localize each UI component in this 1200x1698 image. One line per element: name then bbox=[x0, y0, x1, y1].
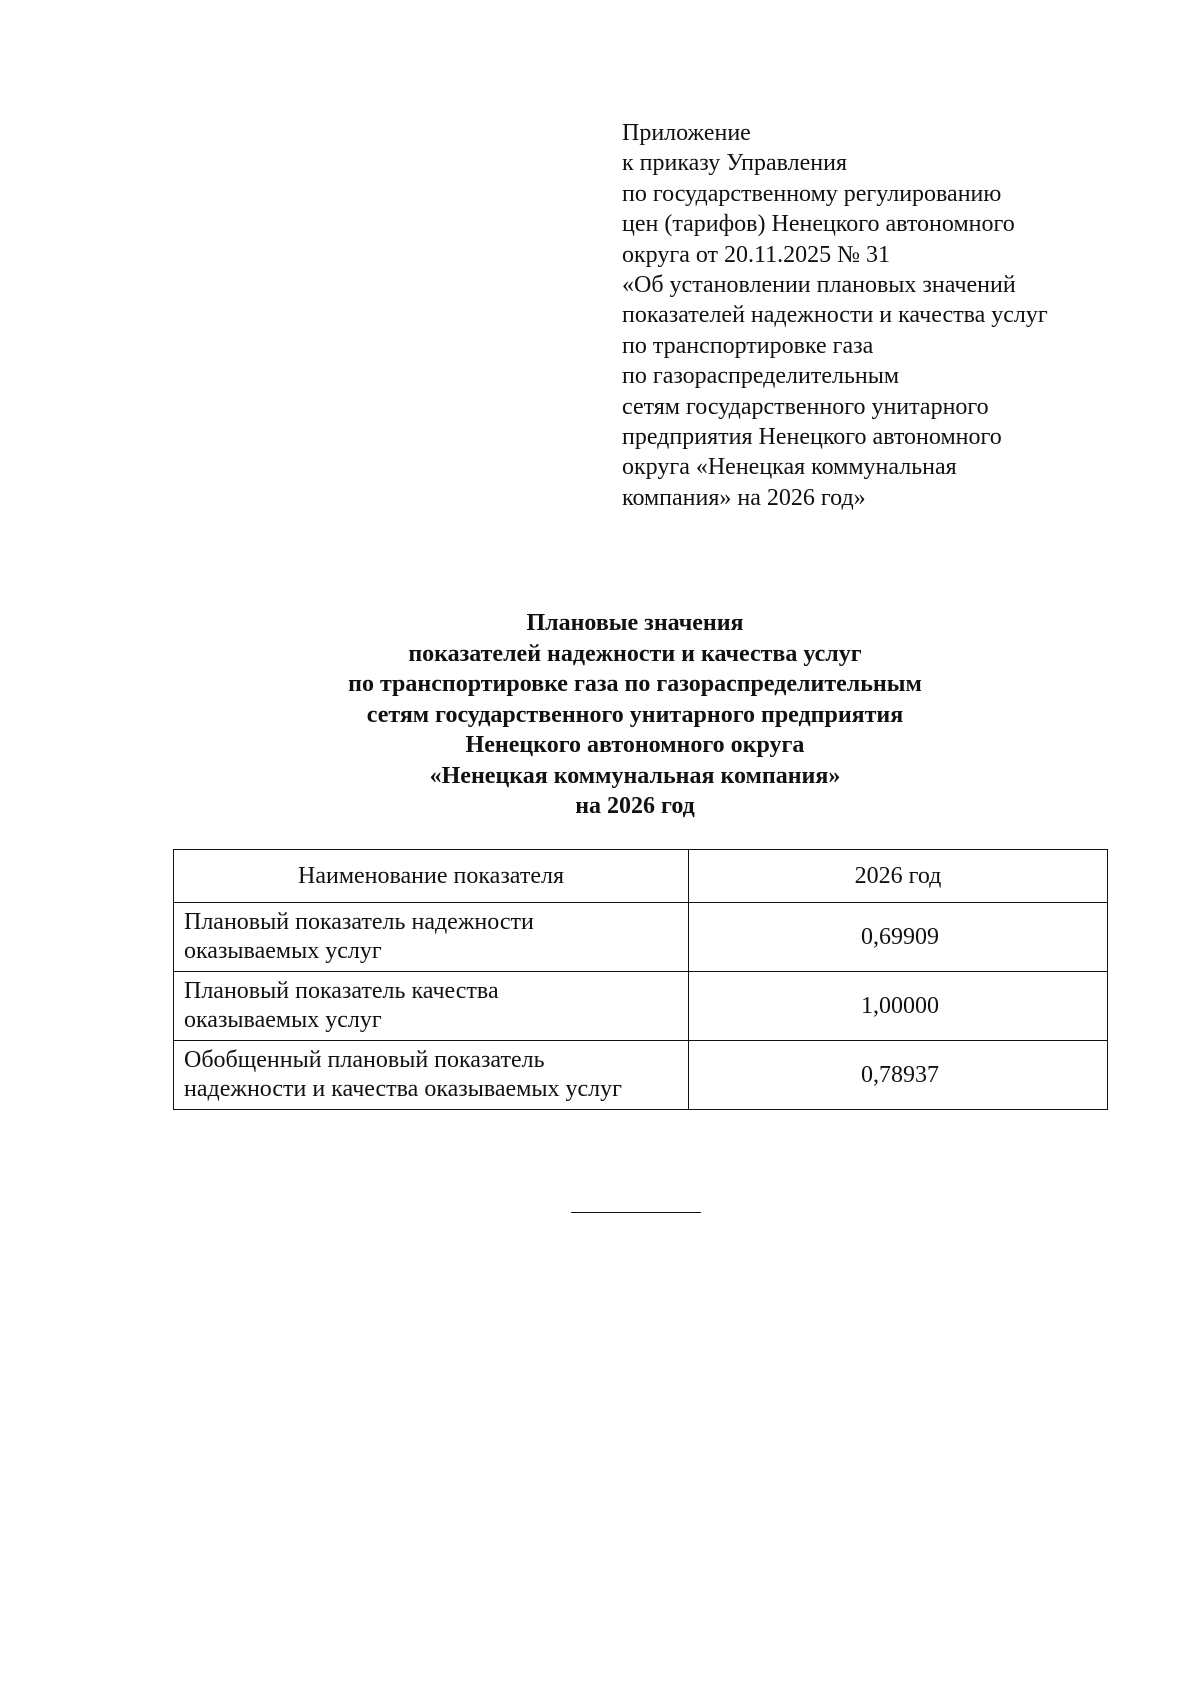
appendix-line: цен (тарифов) Ненецкого автономного bbox=[622, 211, 1015, 238]
indicator-name-line: Обобщенный плановый показатель bbox=[184, 1047, 545, 1073]
appendix-line: показателей надежности и качества услуг bbox=[622, 302, 1048, 329]
indicator-name-line: оказываемых услуг bbox=[184, 1007, 382, 1033]
title-line: по транспортировке газа по газораспределительным bbox=[348, 671, 922, 697]
indicators-table bbox=[173, 849, 1108, 1110]
title-line: Плановые значения bbox=[526, 610, 744, 636]
appendix-line: округа от 20.11.2025 № 31 bbox=[622, 241, 891, 268]
table-row bbox=[174, 1041, 1108, 1110]
closing-divider bbox=[571, 1212, 701, 1213]
appendix-line: округа «Ненецкая коммунальная bbox=[622, 454, 957, 481]
indicator-value-cell: 0,78937 bbox=[689, 1041, 1108, 1110]
title-line: на 2026 год bbox=[575, 793, 695, 819]
indicator-name-line: Плановый показатель качества bbox=[184, 978, 499, 1004]
title-line: сетям государственного унитарного предприятия bbox=[366, 701, 904, 728]
header-indicator-name: Наименование показателя bbox=[174, 850, 689, 903]
indicator-value-cell: 0,69909 bbox=[689, 903, 1108, 972]
appendix-line: по государственному регулированию bbox=[622, 180, 1002, 207]
appendix-line: по газораспределительным bbox=[622, 363, 900, 390]
appendix-line: по транспортировке газа bbox=[622, 332, 874, 359]
appendix-heading bbox=[622, 118, 1182, 513]
indicator-name-line: оказываемых услуг bbox=[184, 938, 382, 964]
indicator-name-cell bbox=[174, 972, 689, 1041]
appendix-line: компания» на 2026 год» bbox=[622, 484, 866, 511]
appendix-line: к приказу Управления bbox=[622, 150, 848, 177]
title-line: показателей надежности и качества услуг bbox=[408, 640, 862, 667]
indicator-name-line: надежности и качества оказываемых услуг bbox=[184, 1076, 622, 1102]
indicator-name-cell bbox=[174, 1041, 689, 1110]
document-title bbox=[0, 608, 1200, 822]
appendix-line: сетям государственного унитарного bbox=[622, 393, 989, 420]
indicator-name-line: Плановый показатель надежности bbox=[184, 909, 534, 935]
table-header-row bbox=[174, 850, 1108, 903]
indicator-name-cell bbox=[174, 903, 689, 972]
indicator-value-cell: 1,00000 bbox=[689, 972, 1108, 1041]
table-row bbox=[174, 972, 1108, 1041]
title-line: Ненецкого автономного округа bbox=[465, 732, 805, 758]
appendix-line: предприятия Ненецкого автономного bbox=[622, 424, 1002, 451]
header-year: 2026 год bbox=[689, 850, 1108, 903]
title-line: «Ненецкая коммунальная компания» bbox=[429, 762, 841, 789]
appendix-line: «Об установлении плановых значений bbox=[622, 272, 1016, 299]
appendix-line: Приложение bbox=[622, 120, 751, 146]
table-row bbox=[174, 903, 1108, 972]
